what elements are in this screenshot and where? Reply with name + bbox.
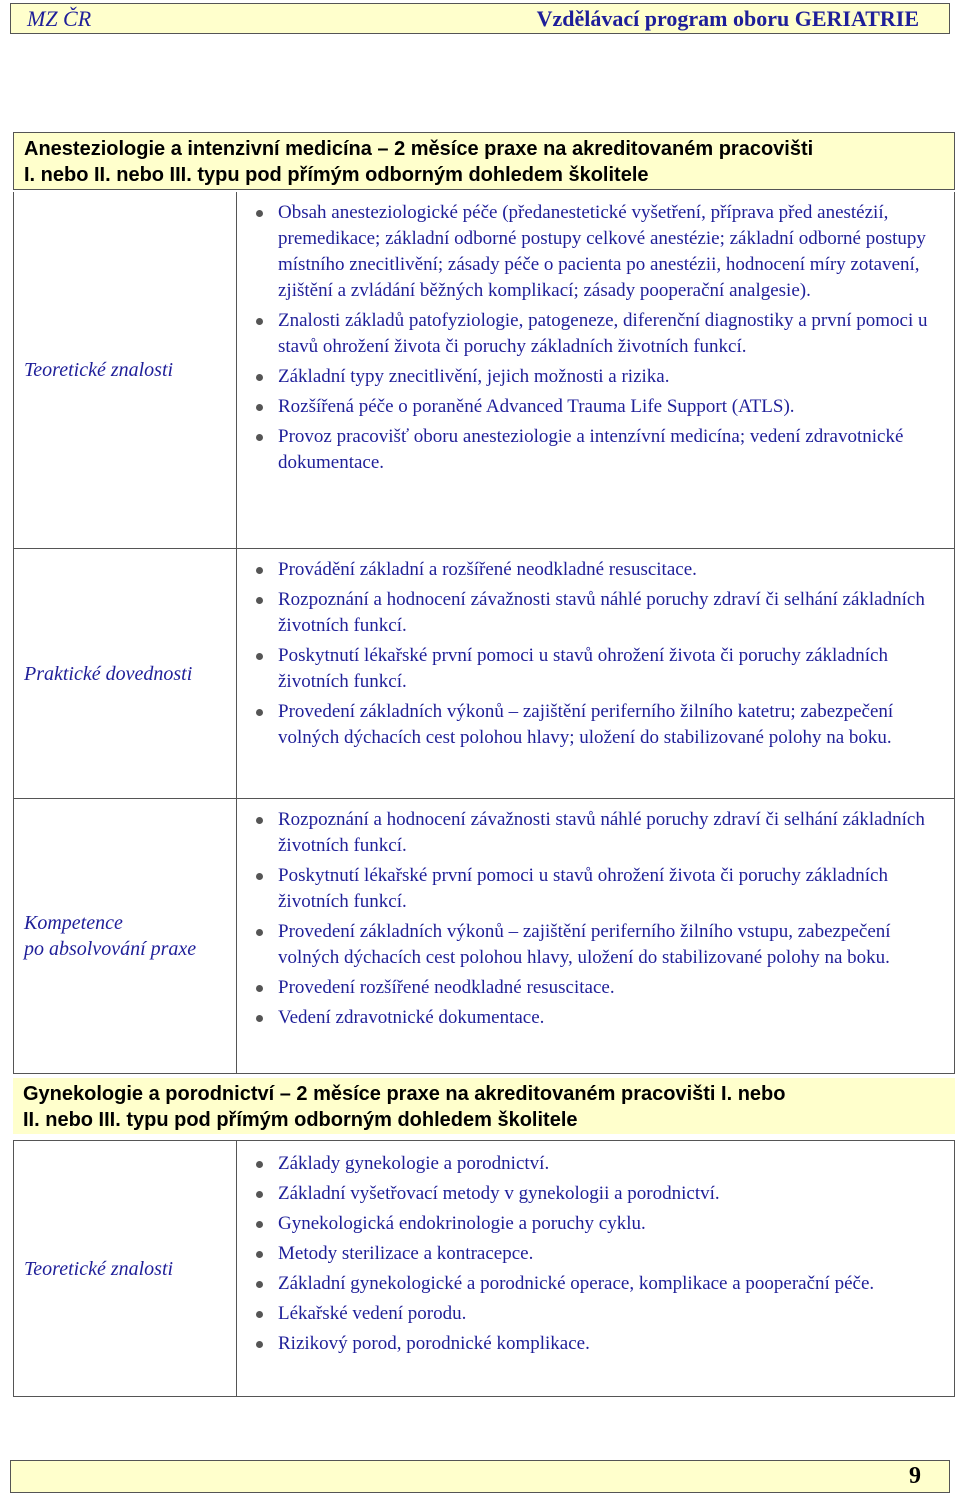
row-label: Teoretické znalosti bbox=[14, 192, 237, 548]
list-item: Provádění základní a rozšířené neodkladné resuscitace. bbox=[246, 557, 944, 583]
row-label-line: Kompetence bbox=[24, 912, 123, 934]
row-content bbox=[238, 1141, 954, 1396]
section-heading-line: I. nebo II. nebo III. typu pod přímým odborným dohledem školitele bbox=[24, 164, 649, 186]
section-heading-line: Anesteziologie a intenzivní medicína – 2 měsíce praxe na akreditovaném pracovišti bbox=[24, 138, 814, 160]
header-ministry: MZ ČR bbox=[27, 6, 92, 31]
list-item: Základní vyšetřovací metody v gynekologii a porodnictví. bbox=[246, 1181, 944, 1207]
bullet-list bbox=[246, 200, 944, 476]
list-item: Obsah anesteziologické péče (předanestetické vyšetření, příprava před anestézií, premedikace; základní odborné postupy celkové anestézie; základní odborné postupy místního znecitlivění; zásady péče o pacienta po anestézii, hodnocení míry zotavení, zjištění a zvládání běžných komplikací; zásady pooperační analgesie). bbox=[246, 200, 944, 304]
section-heading-line: Gynekologie a porodnictví – 2 měsíce praxe na akreditovaném pracovišti I. nebo bbox=[23, 1083, 786, 1105]
list-item: Rizikový porod, porodnické komplikace. bbox=[246, 1331, 944, 1357]
list-item: Základní gynekologické a porodnické operace, komplikace a pooperační péče. bbox=[246, 1271, 944, 1297]
section-heading-anesteziologie bbox=[13, 132, 955, 190]
table-row-prakticke-dovednosti bbox=[13, 549, 955, 799]
list-item: Lékařské vedení porodu. bbox=[246, 1301, 944, 1327]
list-item: Rozpoznání a hodnocení závažnosti stavů náhlé poruchy zdraví či selhání základních životních funkcí. bbox=[246, 807, 944, 859]
row-content bbox=[238, 192, 954, 548]
bullet-list bbox=[246, 1151, 944, 1357]
row-label-line: po absolvování praxe bbox=[24, 938, 197, 960]
page-header bbox=[10, 3, 950, 34]
list-item: Provoz pracovišť oboru anesteziologie a intenzívní medicína; vedení zdravotnické dokumentace. bbox=[246, 424, 944, 476]
list-item: Provedení základních výkonů – zajištění periferního žilního vstupu, zabezpečení volných dýchacích cest polohou hlavy, uložení do stabilizované polohy na boku. bbox=[246, 919, 944, 971]
list-item: Provedení rozšířené neodkladné resuscitace. bbox=[246, 975, 944, 1001]
row-label: Teoretické znalosti bbox=[14, 1141, 237, 1396]
table-row-teoreticke-znalosti bbox=[13, 1140, 955, 1397]
row-label bbox=[14, 799, 237, 1073]
list-item: Poskytnutí lékařské první pomoci u stavů ohrožení života či poruchy základních životních funkcí. bbox=[246, 643, 944, 695]
bullet-list bbox=[246, 557, 944, 751]
bullet-list bbox=[246, 807, 944, 1031]
list-item: Metody sterilizace a kontracepce. bbox=[246, 1241, 944, 1267]
header-program-title: Vzdělávací program oboru GERIATRIE bbox=[536, 6, 919, 31]
page-number: 9 bbox=[909, 1463, 921, 1489]
list-item: Poskytnutí lékařské první pomoci u stavů ohrožení života či poruchy základních životních funkcí. bbox=[246, 863, 944, 915]
list-item: Rozpoznání a hodnocení závažnosti stavů náhlé poruchy zdraví či selhání základních životních funkcí. bbox=[246, 587, 944, 639]
table-row-kompetence bbox=[13, 799, 955, 1074]
list-item: Provedení základních výkonů – zajištění periferního žilního katetru; zabezpečení volných dýchacích cest polohou hlavy; uložení do stabilizované polohy na boku. bbox=[246, 699, 944, 751]
row-content bbox=[238, 799, 954, 1073]
list-item: Základy gynekologie a porodnictví. bbox=[246, 1151, 944, 1177]
list-item: Rozšířená péče o poraněné Advanced Trauma Life Support (ATLS). bbox=[246, 394, 944, 420]
table-row-teoreticke-znalosti bbox=[13, 192, 955, 549]
section-heading-gynekologie bbox=[13, 1078, 955, 1134]
row-content bbox=[238, 549, 954, 798]
row-label: Praktické dovednosti bbox=[14, 549, 237, 798]
list-item: Gynekologická endokrinologie a poruchy cyklu. bbox=[246, 1211, 944, 1237]
section-heading-line: II. nebo III. typu pod přímým odborným dohledem školitele bbox=[23, 1109, 578, 1131]
list-item: Vedení zdravotnické dokumentace. bbox=[246, 1005, 944, 1031]
list-item: Znalosti základů patofyziologie, patogeneze, diferenční diagnostiky a první pomoci u stavů ohrožení života či poruchy základních životních funkcí. bbox=[246, 308, 944, 360]
page-footer bbox=[10, 1460, 950, 1493]
list-item: Základní typy znecitlivění, jejich možnosti a rizika. bbox=[246, 364, 944, 390]
